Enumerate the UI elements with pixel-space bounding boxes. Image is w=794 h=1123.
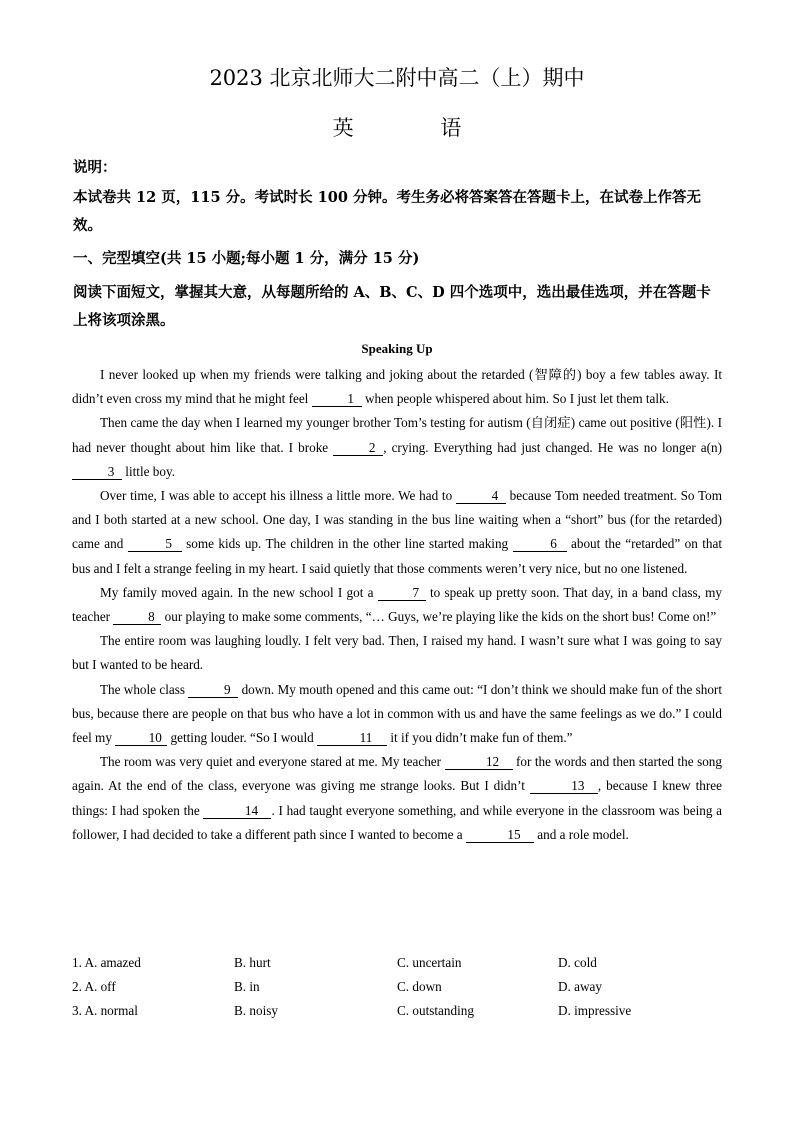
paragraph-6: [72, 678, 722, 751]
text-run: getting louder. “So I would: [167, 730, 318, 746]
paragraph-7: [72, 750, 722, 847]
instructions-body: 本试卷共 12 页，115 分。考试时长 100 分钟。考生务必将答案答在答题卡上，在试卷上作答无效。: [73, 189, 701, 234]
text-run: because Tom needed treatment. So Tom and I both started at a new school. One day, I was standing in the bus line waiting when a “short” bus (for the retarded) came and: [72, 488, 722, 552]
option-d: D. impressive: [558, 1003, 632, 1018]
blank-11: 11: [317, 731, 387, 746]
blank-13: 13: [530, 779, 598, 794]
instructions-label: 说明：: [73, 159, 117, 176]
text-run: when people whispered about him. So I just let them talk.: [361, 391, 669, 407]
text-run: for the words and then started the song again. At the end of the class, everyone was giving me strange looks. But I didn’t: [72, 754, 722, 794]
text-run: to speak up pretty soon. That day, in a band class, my teacher: [72, 584, 722, 625]
passage-title: Speaking Up: [361, 341, 433, 356]
paragraph-1: [72, 363, 722, 411]
blank-8: 8: [113, 610, 161, 625]
blank-3: 3: [72, 465, 122, 480]
text-run: The whole class: [100, 681, 189, 697]
text-run: . I had taught everyone something, and while everyone in the classroom was being a follower, I had decided to take a different path since I wanted to become a: [72, 802, 722, 842]
blank-10: 10: [115, 731, 167, 746]
paragraph-5: The entire room was laughing loudly. I felt very bad. Then, I raised my hand. I wasn’t sure what I was going to say but I wanted to be heard.: [72, 633, 722, 673]
option-b: B. noisy: [234, 1003, 278, 1018]
text-run: I never looked up when my friends were talking and joking about the retarded (智障的) boy a few tables away. It didn’t even cross my mind that he might feel: [72, 367, 722, 407]
text-run: My family moved again. In the new school I got a: [100, 584, 378, 600]
text-run: , because I knew three things: I had spoken the: [72, 778, 723, 818]
text-run: Over time, I was able to accept his illness a little more. We had to: [100, 488, 456, 504]
text-run: Then came the day when I learned my younger brother Tom’s testing for autism (自闭症) came out positive (阳性). I had never thought about him like that. I broke: [72, 415, 722, 455]
text-run: and a role model.: [533, 826, 629, 842]
paragraph-2: [72, 411, 722, 484]
option-a: 2. A. off: [72, 979, 116, 994]
blank-7: 7: [378, 586, 426, 601]
text-run: some kids up. The children in the other line started making: [181, 536, 513, 552]
blank-4: 4: [456, 489, 506, 504]
option-c: C. down: [397, 979, 442, 994]
text-run: little boy.: [122, 463, 175, 479]
option-a: 3. A. normal: [72, 1003, 138, 1018]
subject-title: 英 语: [332, 116, 502, 140]
blank-5: 5: [128, 537, 182, 552]
option-b: B. hurt: [234, 955, 271, 970]
passage-body: [72, 363, 722, 847]
blank-12: 12: [445, 755, 513, 770]
blank-2: 2: [333, 441, 383, 456]
option-d: D. cold: [558, 955, 597, 970]
text-run: about the “retarded” on that bus and I felt a strange feeling in my heart. I said quietly that those comments weren’t very nice, but no one listened.: [72, 536, 722, 576]
paragraph-3: [72, 484, 722, 581]
paragraph-4: [72, 581, 722, 629]
option-b: B. in: [234, 979, 260, 994]
text-run: , crying. Everything had just changed. He was no longer a(n): [383, 439, 722, 455]
blank-1: 1: [312, 392, 362, 407]
section-title: 一、完型填空(共 15 小题;每小题 1 分，满分 15 分): [73, 250, 420, 267]
option-c: C. outstanding: [397, 1003, 474, 1018]
text-run: our playing to make some comments, “… Guys, we’re playing like the kids on the short bus! Come on!”: [161, 609, 717, 625]
blank-14: 14: [203, 804, 271, 819]
exam-title: 2023 北京北师大二附中高二（上）期中: [209, 66, 585, 90]
text-run: down. My mouth opened and this came out: “I don’t think we should make fun of the short bus, because there are people on that bus who have a lot in common with us and have the same feelings as we do.” I could feel my: [72, 681, 722, 746]
section-directions: 阅读下面短文，掌握其大意，从每题所给的 A、B、C、D 四个选项中，选出最佳选项，并在答题卡上将该项涂黑。: [73, 284, 711, 329]
option-c: C. uncertain: [397, 955, 462, 970]
text-run: The room was very quiet and everyone stared at me. My teacher: [100, 754, 445, 770]
text-run: it if you didn’t make fun of them.”: [387, 730, 573, 746]
option-d: D. away: [558, 979, 602, 994]
option-a: 1. A. amazed: [72, 955, 141, 970]
blank-9: 9: [188, 683, 238, 698]
blank-6: 6: [513, 537, 567, 552]
blank-15: 15: [466, 828, 534, 843]
